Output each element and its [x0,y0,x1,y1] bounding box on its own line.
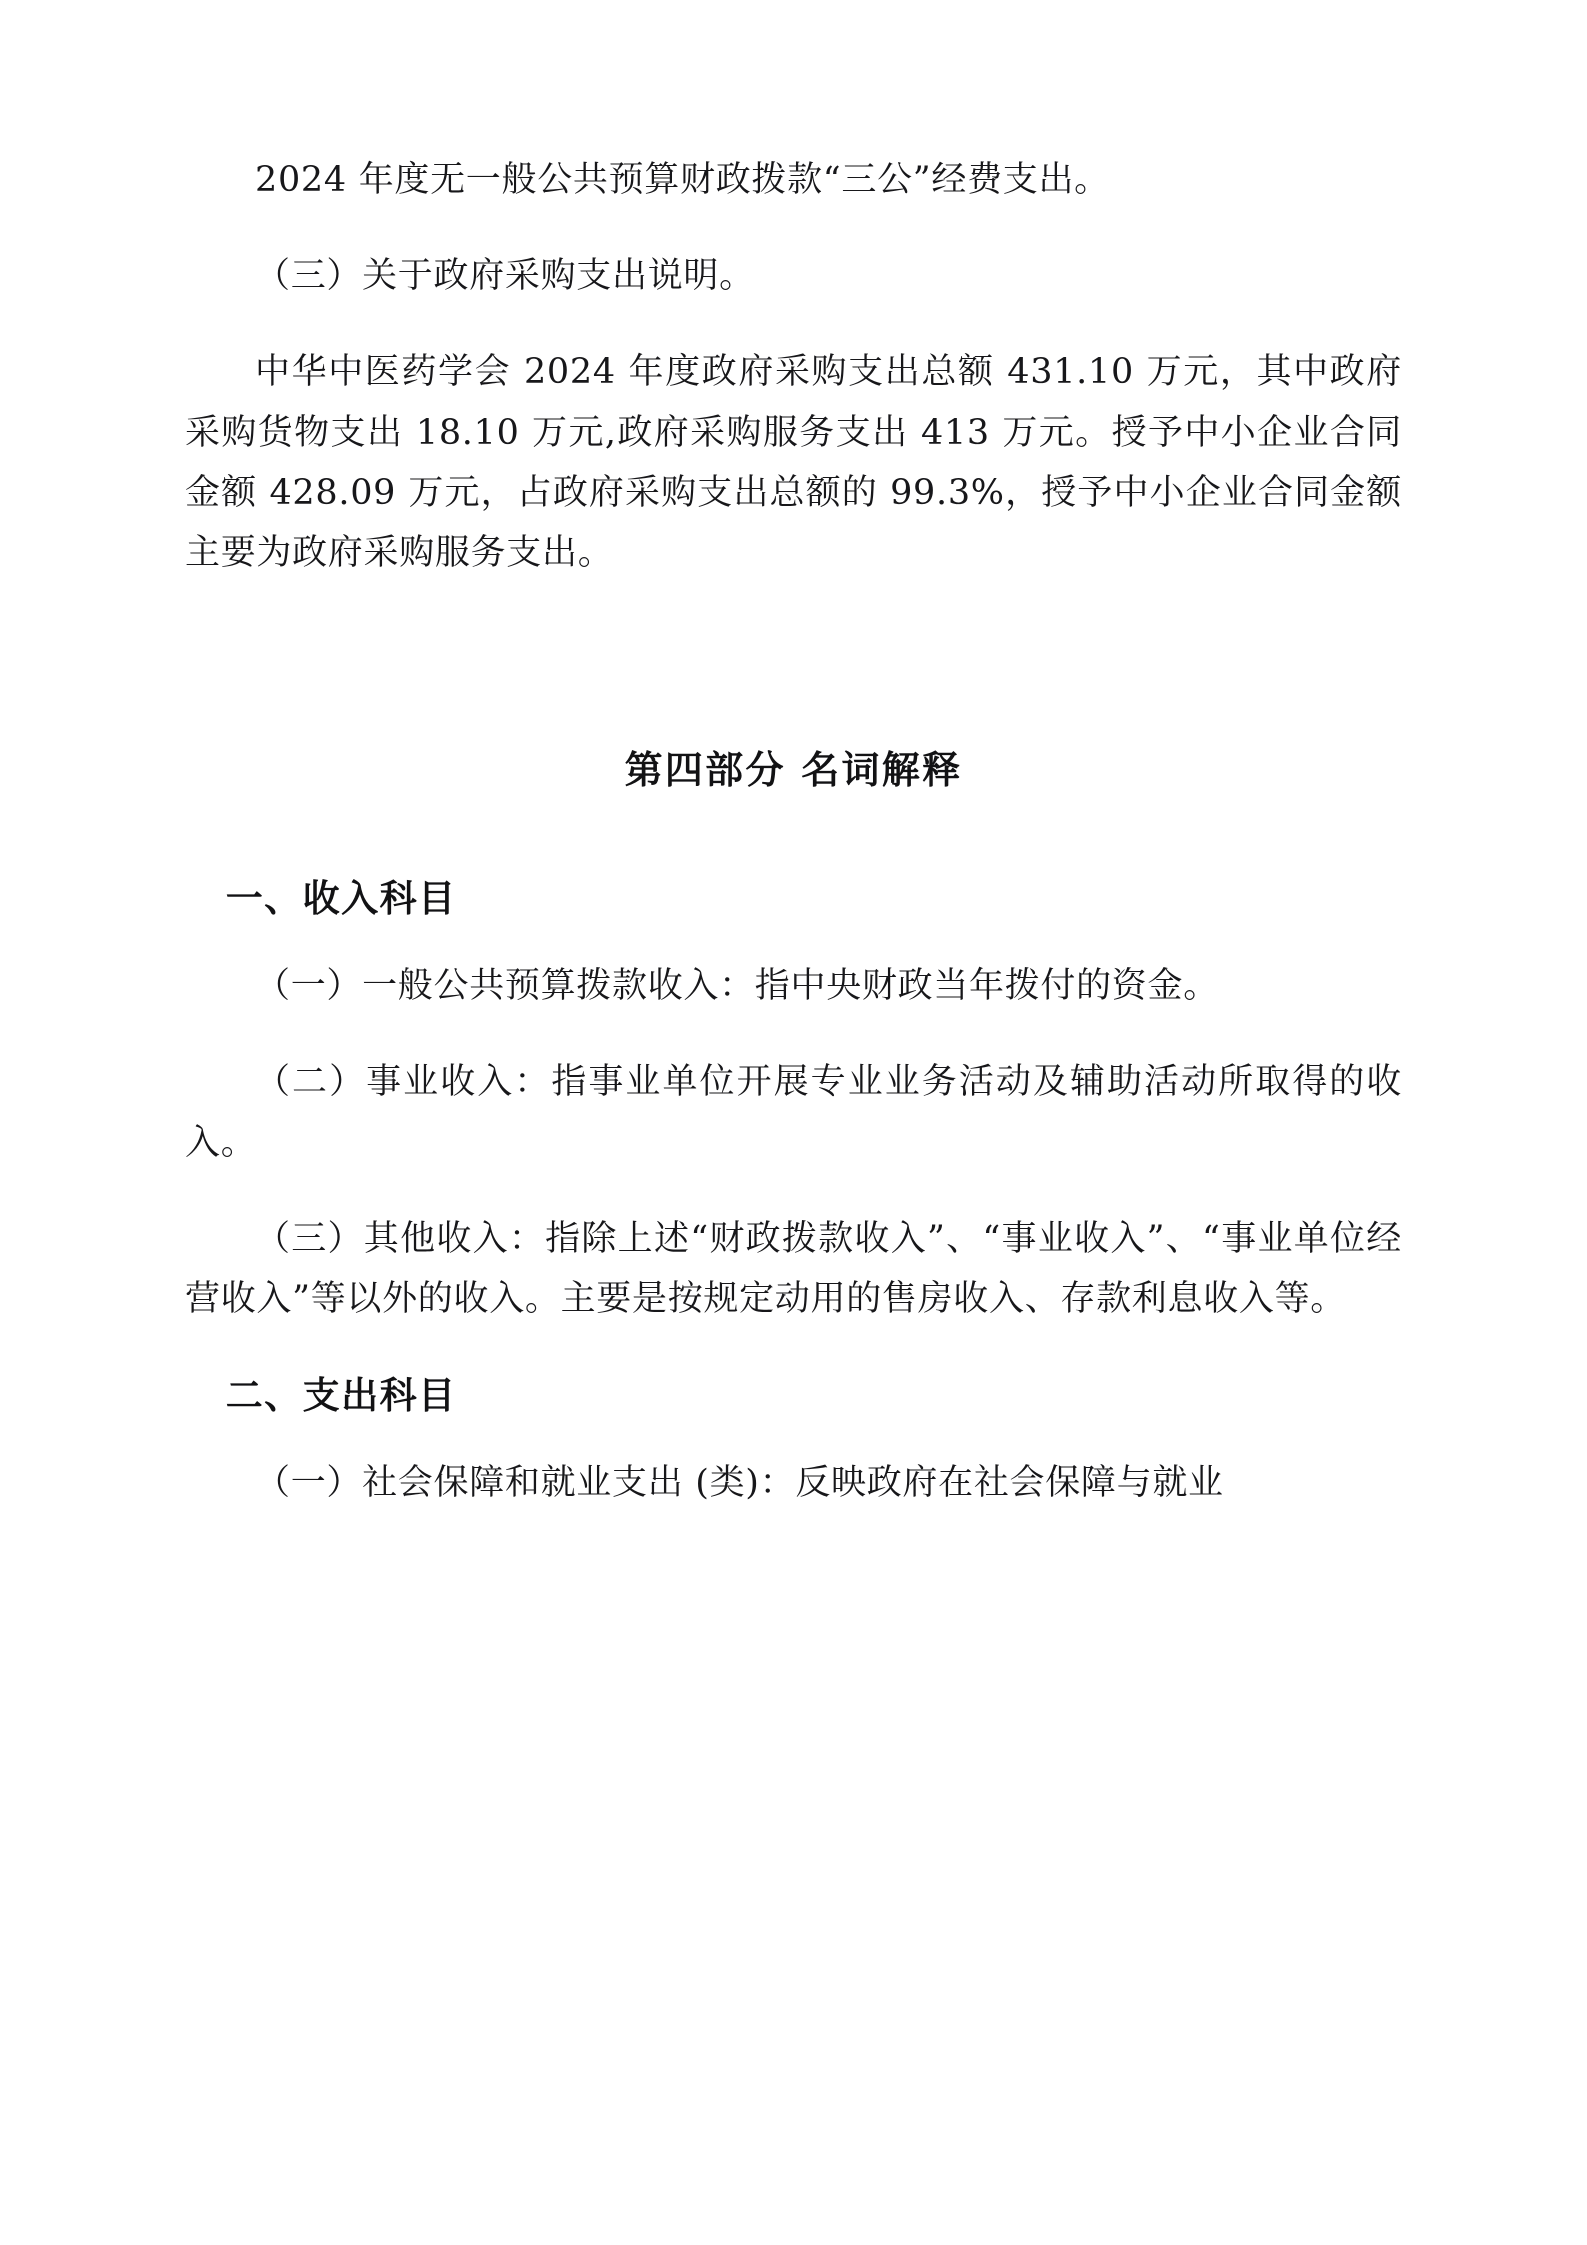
heading-expenditure-subjects: 二、支出科目 [225,1373,457,1418]
paragraph-income-item-2: （二）事业收入：指事业单位开展专业业务活动及辅助活动所取得的收入。 [185,1062,1402,1163]
section-spacer-top [185,619,1402,739]
paragraph-procurement-detail: 中华中医药学会 2024 年度政府采购支出总额 431.10 万元，其中政府采购货物支出 18.10 万元,政府采购服务支出 413 万元。授予中小企业合同金额 428.09 万元，占政府采购支出总额的 99.3%，授予中小企业合同金额主要为政府采购服务支出。 [185,352,1402,573]
section-spacer-bottom [185,794,1402,868]
heading-income-subjects: 一、收入科目 [225,876,457,921]
document-body [185,150,1402,1513]
paragraph-income-item-1: （一）一般公共预算拨款收入：指中央财政当年拨付的资金。 [255,966,1219,1007]
paragraph-expenditure-item-1: （一）社会保障和就业支出 (类)：反映政府在社会保障与就业 [255,1463,1224,1504]
paragraph-sangong-expense: 2024 年度无一般公共预算财政拨款“三公”经费支出。 [255,160,1110,200]
paragraph-income-item-3: （三）其他收入：指除上述“财政拨款收入”、“事业收入”、“事业单位经营收入”等以外的收入。主要是按规定动用的售房收入、存款利息收入等。 [185,1218,1402,1319]
section-title-part-four: 第四部分 名词解释 [624,747,963,793]
paragraph-procurement-heading: （三）关于政府采购支出说明。 [255,256,755,297]
